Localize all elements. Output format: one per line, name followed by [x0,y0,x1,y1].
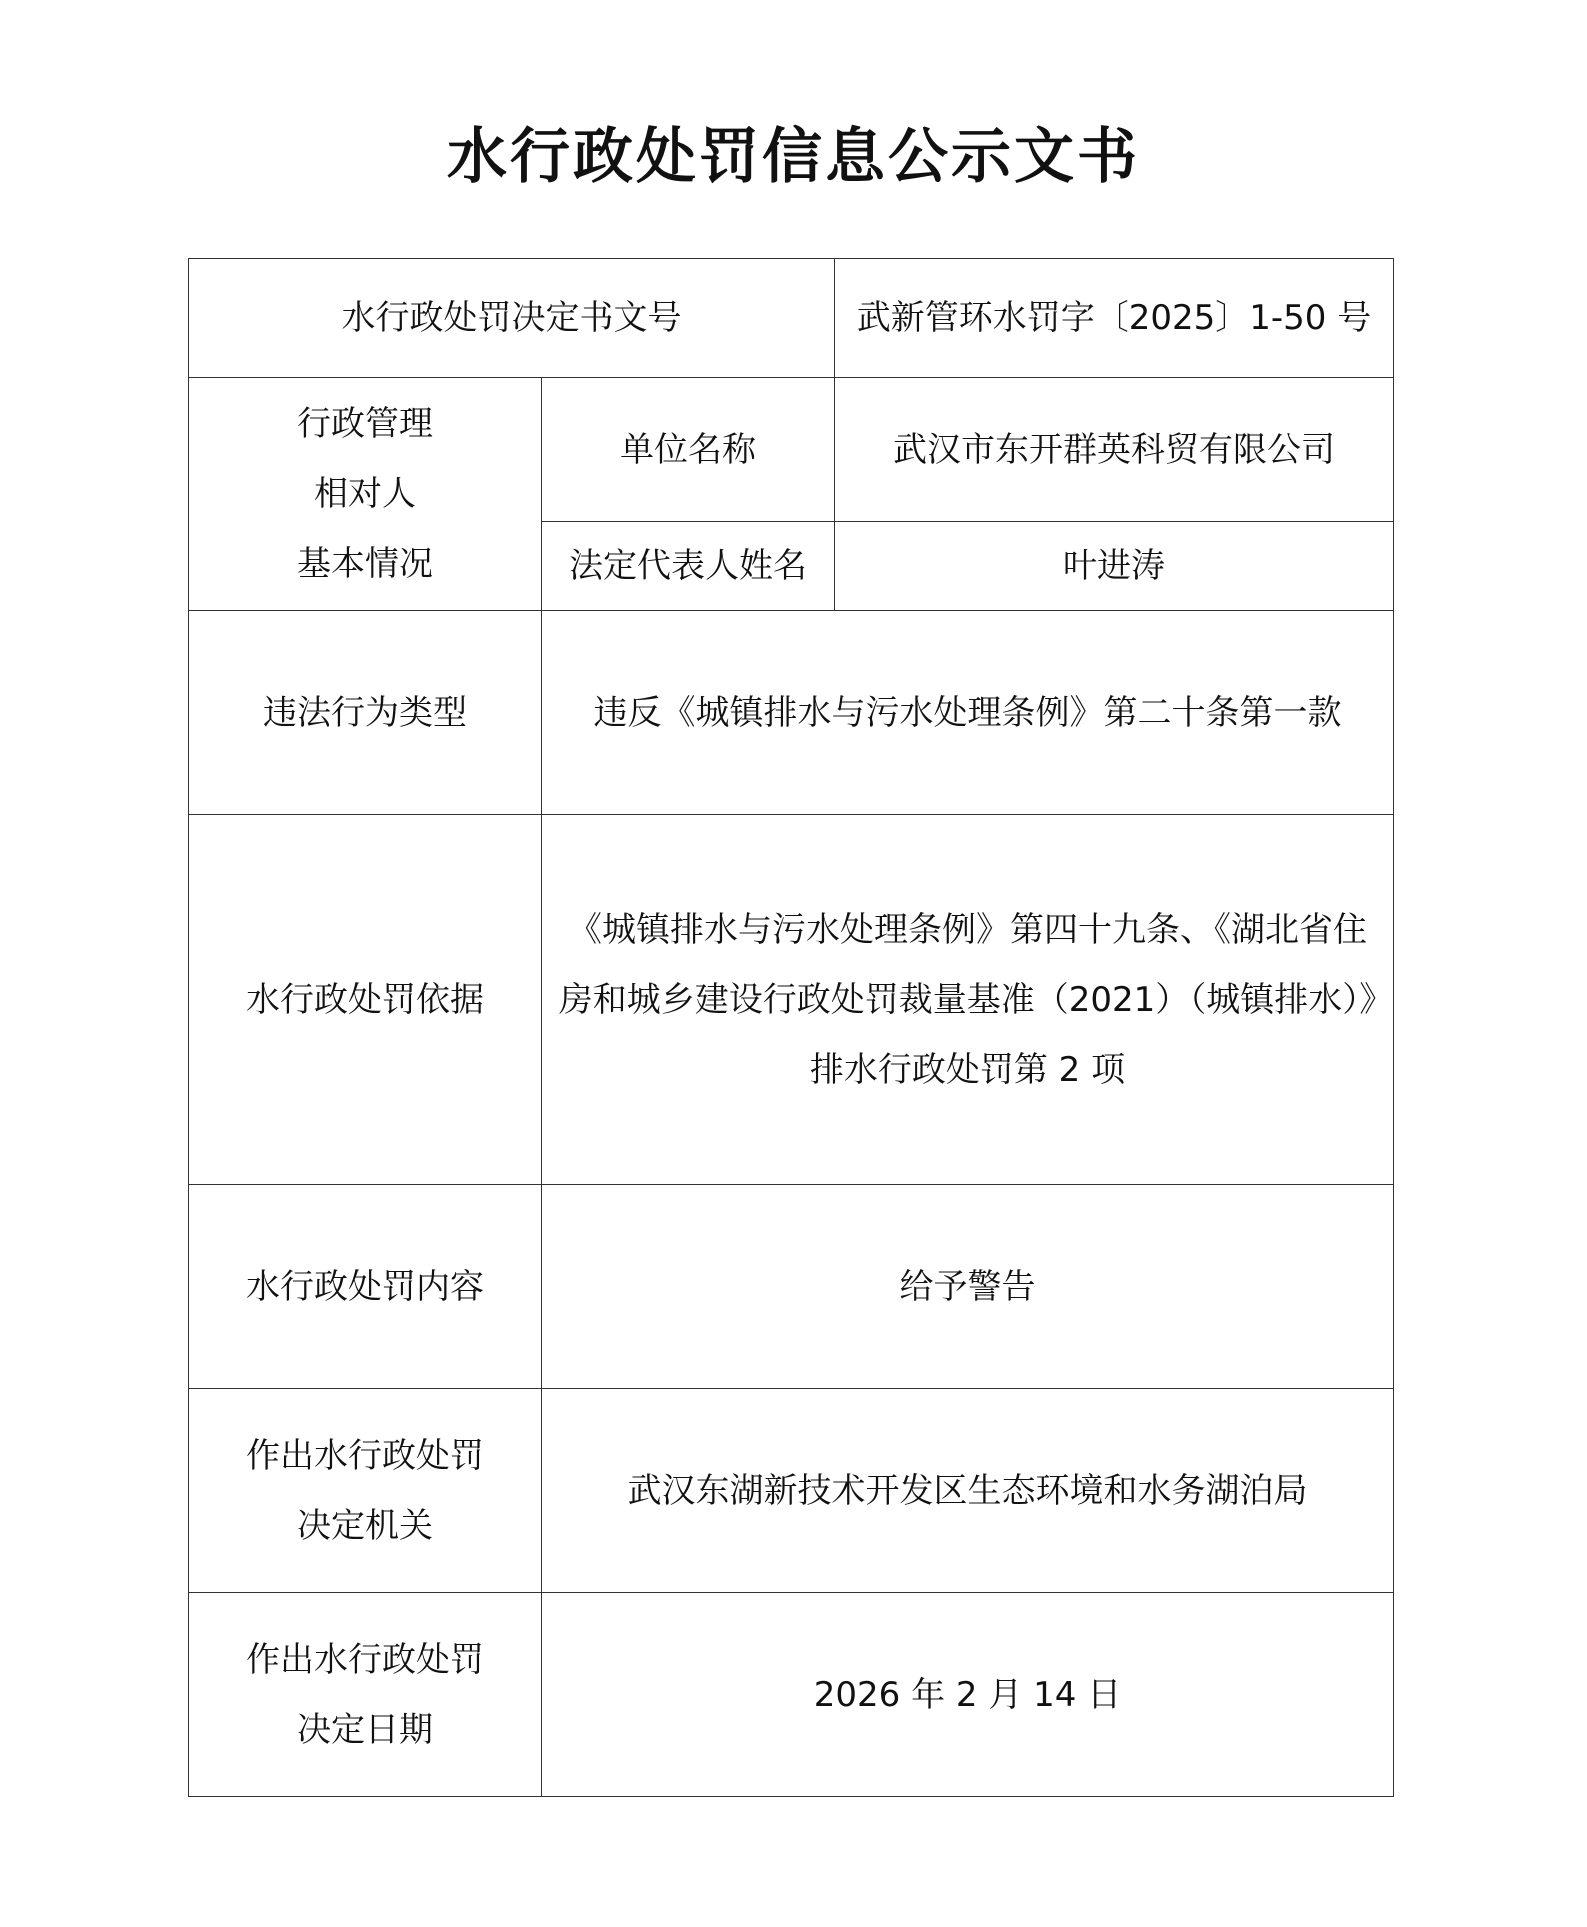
table-row-decision-number [189,259,1394,378]
table-row-violation-type [189,611,1394,815]
unit-name-value: 武汉市东开群英科贸有限公司 [835,378,1394,522]
table-row-decision-date [189,1593,1394,1797]
penalty-content-label: 水行政处罚内容 [189,1185,542,1389]
legal-rep-label: 法定代表人姓名 [542,522,835,611]
unit-name-label: 单位名称 [542,378,835,522]
penalty-basis-value: 《城镇排水与污水处理条例》第四十九条、《湖北省住房和城乡建设行政处罚裁量基准（2021）（城镇排水）》排水行政处罚第 2 项 [558,909,1377,1090]
decision-date-label-line: 决定日期 [297,1709,433,1750]
party-info-label-line: 行政管理 [297,404,433,444]
penalty-basis-label: 水行政处罚依据 [189,815,542,1185]
party-info-label-line: 基本情况 [297,544,433,584]
violation-type-value: 违反《城镇排水与污水处理条例》第二十条第一款 [542,611,1394,815]
violation-type-label: 违法行为类型 [189,611,542,815]
table-row-penalty-content [189,1185,1394,1389]
deciding-authority-value: 武汉东湖新技术开发区生态环境和水务湖泊局 [542,1389,1394,1593]
penalty-basis-cell [542,815,1394,1185]
table-row-penalty-basis [189,815,1394,1185]
decision-date-value: 2026 年 2 月 14 日 [542,1593,1394,1797]
decision-date-label-line: 作出水行政处罚 [246,1639,484,1680]
decision-date-label [189,1593,542,1797]
legal-rep-value: 叶进涛 [835,522,1394,611]
penalty-content-value: 给予警告 [542,1185,1394,1389]
party-info-label-line: 相对人 [314,474,416,514]
deciding-authority-label-line: 作出水行政处罚 [246,1435,484,1476]
table-row-unit-name [189,378,1394,522]
penalty-info-table [188,258,1394,1797]
deciding-authority-label-line: 决定机关 [297,1505,433,1546]
decision-number-value: 武新管环水罚字〔2025〕1-50 号 [835,259,1394,378]
table-row-deciding-authority [189,1389,1394,1593]
deciding-authority-label [189,1389,542,1593]
decision-number-label: 水行政处罚决定书文号 [189,259,835,378]
document-title: 水行政处罚信息公示文书 [447,122,1140,192]
party-info-label [189,378,542,611]
